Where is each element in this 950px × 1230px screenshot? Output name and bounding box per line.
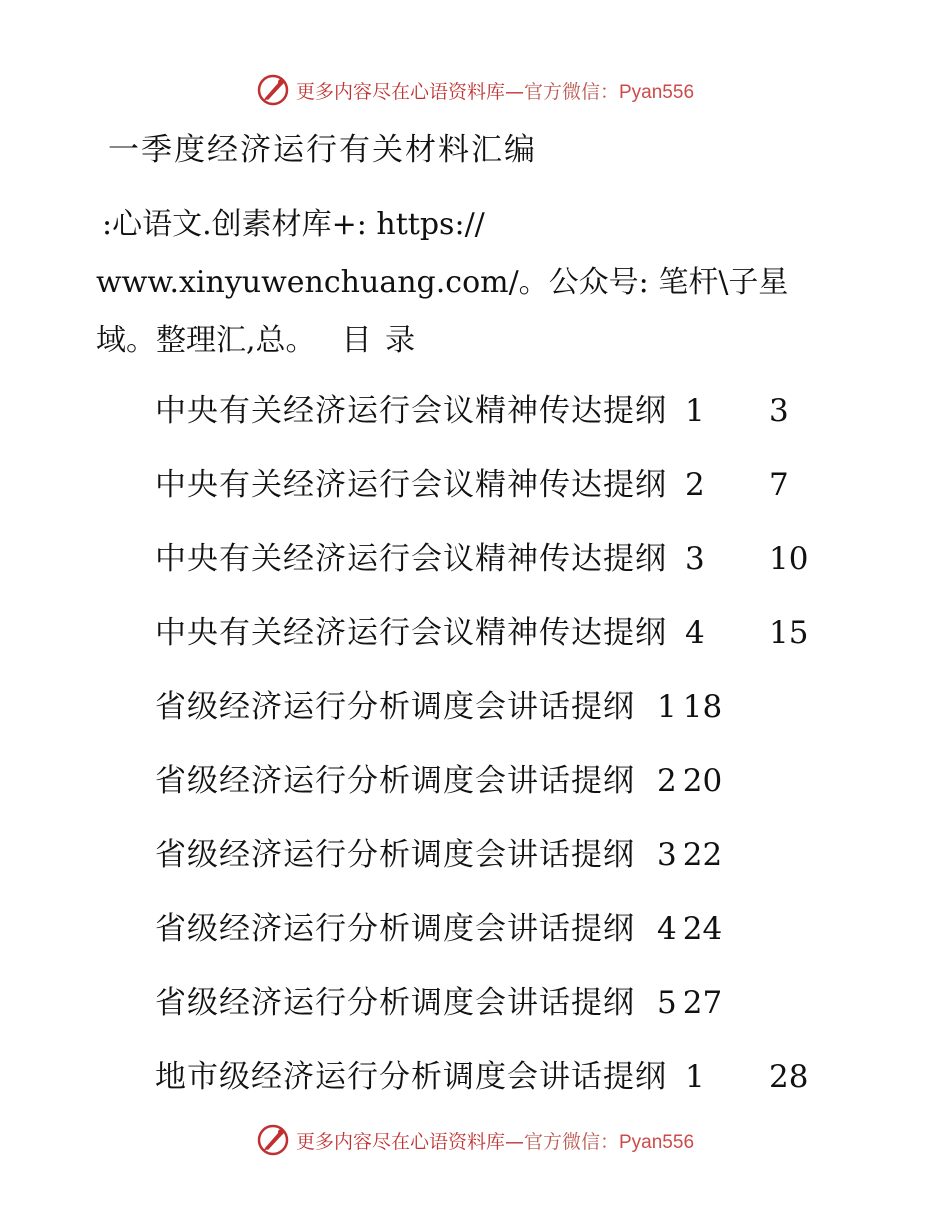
toc-label: 目 录 (341, 323, 418, 358)
intro-line: :心语文.创素材库+: https:// (102, 207, 485, 242)
toc-entry-page: 24 (682, 911, 723, 947)
footer-banner-dash: — (504, 1130, 524, 1153)
toc-entry[interactable] (155, 682, 855, 756)
quill-pen-seal-icon (256, 1123, 290, 1157)
header-banner (0, 68, 950, 112)
toc-entry[interactable] (155, 830, 855, 904)
header-banner-text (296, 77, 694, 104)
toc-entry-number: 2 (657, 763, 677, 799)
toc-entry-title: 省级经济运行分析调度会讲话提纲 (155, 837, 635, 873)
toc-entry-page: 15 (769, 615, 809, 651)
toc-entry[interactable] (155, 978, 855, 1052)
footer-banner-text (296, 1127, 694, 1154)
toc-entry[interactable] (155, 386, 855, 460)
toc-entry-title: 省级经济运行分析调度会讲话提纲 (155, 911, 635, 947)
toc-entry[interactable] (155, 756, 855, 830)
toc-entry-number: 2 (685, 467, 705, 503)
toc-entry-number: 3 (685, 541, 705, 577)
toc-entry-title: 省级经济运行分析调度会讲话提纲 (155, 985, 635, 1021)
quill-pen-seal-icon (256, 73, 290, 107)
intro-line-with-toc-label (96, 312, 856, 370)
toc-entry-page: 3 (769, 393, 789, 429)
header-banner-wechat-label: 官方微信： (523, 80, 619, 103)
intro-paragraph (96, 196, 856, 370)
toc-entry[interactable] (155, 534, 855, 608)
toc-entry[interactable] (155, 1052, 855, 1126)
toc-entry-title: 地市级经济运行分析调度会讲话提纲 (155, 1059, 667, 1095)
toc-entry-number: 1 (685, 393, 705, 429)
toc-entry-title: 中央有关经济运行会议精神传达提纲 (155, 615, 667, 651)
toc-entry-title: 中央有关经济运行会议精神传达提纲 (155, 541, 667, 577)
toc-entry-number: 4 (657, 911, 677, 947)
toc-entry-title: 中央有关经济运行会议精神传达提纲 (155, 393, 667, 429)
toc-entry[interactable] (155, 608, 855, 682)
toc-entry-page: 22 (682, 837, 723, 873)
toc-entry-page: 18 (682, 689, 723, 725)
header-banner-dash: — (504, 80, 524, 103)
toc-entry-number: 4 (685, 615, 705, 651)
intro-line: 域。整理汇,总。 (96, 323, 316, 358)
document-title: 一季度经济运行有关材料汇编 (108, 132, 537, 168)
toc-entry-page: 10 (769, 541, 809, 577)
toc-entry[interactable] (155, 460, 855, 534)
toc-entry-number: 3 (657, 837, 677, 873)
intro-line: www.xinyuwenchuang.com/。公众号: 笔杆\子星 (96, 265, 789, 300)
footer-banner-account: Pyan556 (619, 1131, 695, 1153)
toc-entry-page: 20 (682, 763, 723, 799)
toc-entry-page: 7 (769, 467, 789, 503)
footer-banner (0, 1118, 950, 1162)
toc-entry[interactable] (155, 904, 855, 978)
header-banner-account: Pyan556 (619, 81, 695, 103)
header-banner-slogan: 更多内容尽在心语资料库 (295, 80, 505, 103)
footer-banner-wechat-label: 官方微信： (523, 1130, 619, 1153)
footer-banner-slogan: 更多内容尽在心语资料库 (295, 1130, 505, 1153)
toc-entry-title: 省级经济运行分析调度会讲话提纲 (155, 763, 635, 799)
toc-entry-page: 28 (769, 1059, 809, 1095)
toc-entry-page: 27 (682, 985, 723, 1021)
toc-entry-number: 1 (657, 689, 677, 725)
toc-entry-number: 5 (657, 985, 677, 1021)
toc-entry-title: 省级经济运行分析调度会讲话提纲 (155, 689, 635, 725)
toc-entry-title: 中央有关经济运行会议精神传达提纲 (155, 467, 667, 503)
table-of-contents (155, 386, 855, 1126)
toc-entry-number: 1 (685, 1059, 705, 1095)
